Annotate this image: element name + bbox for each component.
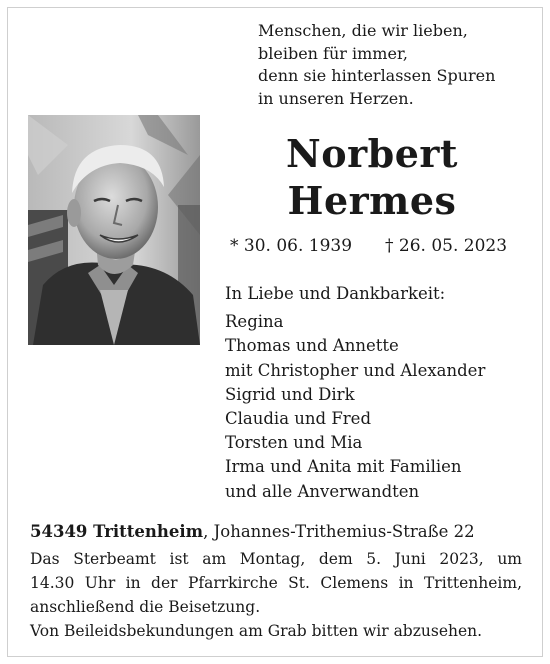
birth-date: * 30. 06. 1939 (230, 236, 353, 256)
mourner-name: Torsten und Mia (225, 433, 363, 453)
mourner-name: Irma und Anita mit Familien (225, 457, 462, 477)
mourners-list (225, 282, 485, 504)
address-place: 54349 Trittenheim (30, 522, 204, 541)
mourners-intro: In Liebe und Dankbarkeit: (225, 284, 446, 303)
mourner-name: Regina (225, 312, 284, 332)
deceased-name (232, 130, 512, 224)
portrait-photo-icon (28, 115, 200, 345)
poem-line: Menschen, die wir lieben, (258, 21, 468, 40)
notice-line: Das Sterbeamt ist am Montag, dem 5. Juni 2023, um (30, 550, 522, 568)
mourner-name: und alle Anverwandten (225, 481, 420, 501)
poem-line: bleiben für immer, (258, 43, 408, 63)
first-name: Norbert (286, 131, 458, 176)
mourner-name: Claudia und Fred (225, 409, 372, 429)
death-date: † 26. 05. 2023 (385, 236, 508, 256)
mourner-name: mit Christopher und Alexander (225, 360, 486, 380)
address (30, 522, 475, 541)
last-name: Hermes (287, 178, 457, 223)
mourner-name: Thomas und Annette (225, 336, 399, 356)
poem-line: in unseren Herzen. (258, 88, 414, 108)
address-street: , Johannes-Trithemius-Straße 22 (203, 522, 475, 541)
notice-line: 14.30 Uhr in der Pfarrkirche St. Clemens in Trittenheim, (30, 574, 522, 592)
mourner-name: Sigrid und Dirk (225, 384, 355, 404)
notice-line: anschließend die Beisetzung. (30, 598, 261, 616)
notice-line: Von Beileidsbekundungen am Grab bitten wir abzusehen. (30, 622, 483, 640)
poem-line: denn sie hinterlassen Spuren (258, 66, 496, 85)
poem (258, 20, 495, 110)
funeral-notice (30, 547, 522, 643)
